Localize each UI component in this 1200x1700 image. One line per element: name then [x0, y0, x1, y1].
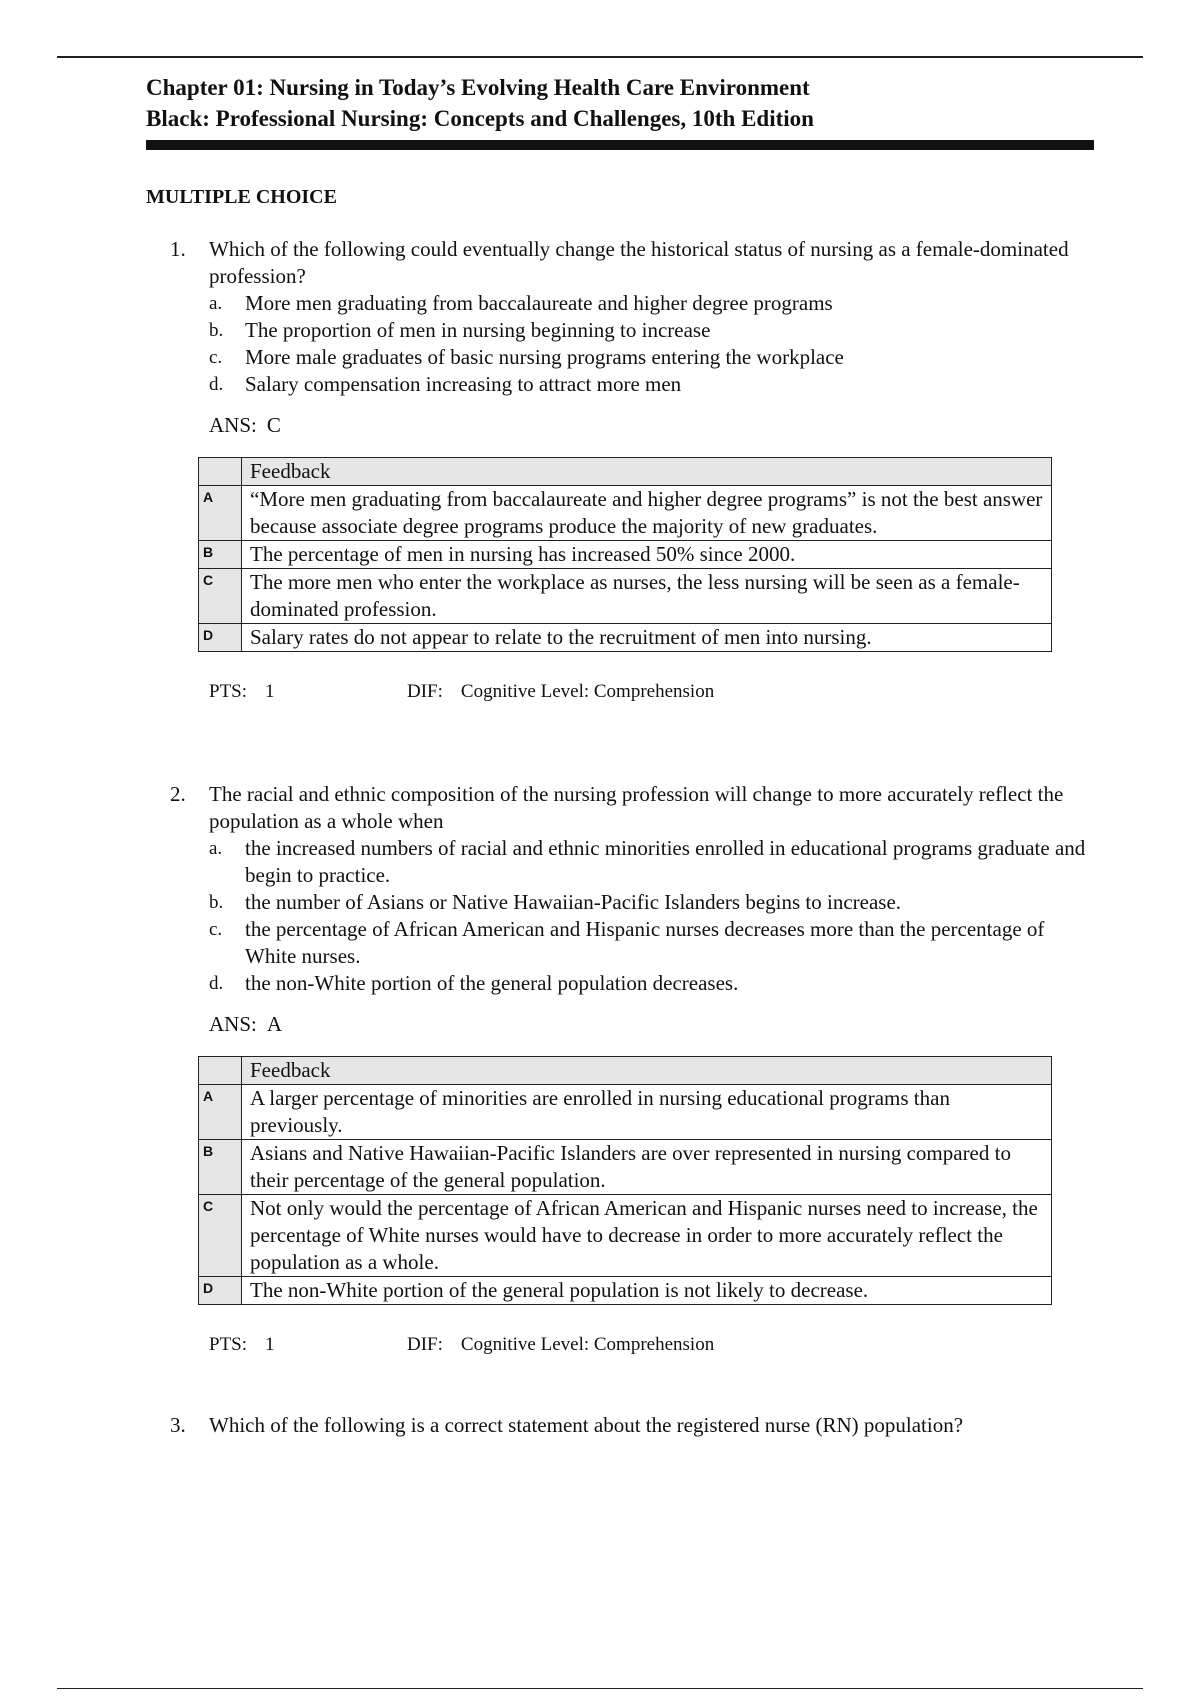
option-text: More male graduates of basic nursing programs entering the workplace [245, 345, 844, 369]
option-text: Salary compensation increasing to attract more men [245, 372, 682, 396]
feedback-row [199, 569, 1052, 624]
feedback-text: “More men graduating from baccalaureate and higher degree programs” is not the best answer because associate degree programs produce the majority of new graduates. [242, 486, 1052, 541]
option-d [209, 970, 1100, 997]
feedback-key: C [199, 1195, 242, 1277]
feedback-text: The percentage of men in nursing has increased 50% since 2000. [242, 541, 1052, 569]
section-title: MULTIPLE CHOICE [146, 186, 337, 208]
option-letter: c. [209, 919, 223, 940]
feedback-key-cell [199, 1057, 242, 1085]
feedback-row [199, 541, 1052, 569]
option-b [209, 317, 1100, 344]
option-text: the increased numbers of racial and ethnic minorities enrolled in educational programs graduate and begin to practice. [245, 836, 1086, 887]
feedback-key: D [199, 624, 242, 652]
points-value: 1 [265, 681, 275, 702]
option-text: the number of Asians or Native Hawaiian-Pacific Islanders begins to increase. [245, 890, 902, 914]
question-meta [209, 1331, 1100, 1358]
option-letter: a. [209, 293, 223, 314]
feedback-text: Not only would the percentage of African American and Hispanic nurses need to increase, the percentage of White nurses would have to decrease in order to more accurately reflect the population as a whole. [242, 1195, 1052, 1277]
question-3 [170, 1412, 1100, 1439]
question-stem: Which of the following is a correct statement about the registered nurse (RN) population? [209, 1413, 964, 1437]
answer-value: A [266, 1012, 283, 1036]
option-c [209, 344, 1100, 371]
feedback-key: A [199, 486, 242, 541]
feedback-text: Asians and Native Hawaiian-Pacific Islanders are over represented in nursing compared to their percentage of the general population. [242, 1140, 1052, 1195]
feedback-row [199, 1195, 1052, 1277]
option-letter: c. [209, 347, 223, 368]
question-meta [209, 678, 1100, 705]
feedback-header-row [199, 458, 1052, 486]
chapter-title: Chapter 01: Nursing in Today’s Evolving Health Care Environment [146, 75, 810, 100]
points-value: 1 [265, 1334, 275, 1355]
answer-label: ANS: [209, 1012, 257, 1036]
question-stem: The racial and ethnic composition of the nursing profession will change to more accurately reflect the population as a whole when [209, 782, 1064, 833]
difficulty-value: Cognitive Level: Comprehension [460, 681, 715, 702]
feedback-text: A larger percentage of minorities are enrolled in nursing educational programs than previously. [242, 1085, 1052, 1140]
points [209, 1331, 407, 1358]
feedback-row [199, 1085, 1052, 1140]
answer-line [209, 1011, 1100, 1038]
feedback-header: Feedback [242, 458, 1052, 486]
option-text: the non-White portion of the general population decreases. [245, 971, 739, 995]
feedback-table [198, 457, 1052, 652]
option-a [209, 290, 1100, 317]
feedback-key: B [199, 541, 242, 569]
option-letter: d. [209, 973, 224, 994]
points-label: PTS: [209, 681, 248, 702]
points-label: PTS: [209, 1334, 248, 1355]
feedback-header: Feedback [242, 1057, 1052, 1085]
feedback-row [199, 486, 1052, 541]
answer-value: C [266, 413, 281, 437]
question-stem: Which of the following could eventually change the historical status of nursing as a female-dominated profession? [209, 237, 1069, 288]
feedback-text: The non-White portion of the general population is not likely to decrease. [242, 1277, 1052, 1305]
difficulty [407, 1331, 714, 1358]
option-letter: d. [209, 374, 224, 395]
question-2 [170, 781, 1100, 1358]
feedback-key: C [199, 569, 242, 624]
feedback-key: B [199, 1140, 242, 1195]
feedback-key-cell [199, 458, 242, 486]
answer-label: ANS: [209, 413, 257, 437]
header-bar [146, 140, 1094, 150]
option-letter: b. [209, 320, 224, 341]
book-title: Black: Professional Nursing: Concepts and Challenges, 10th Edition [146, 106, 814, 131]
question-number: 3. [170, 1413, 186, 1437]
feedback-text: Salary rates do not appear to relate to the recruitment of men into nursing. [242, 624, 1052, 652]
top-rule [57, 56, 1143, 58]
option-text: the percentage of African American and Hispanic nurses decreases more than the percentage of White nurses. [245, 917, 1045, 968]
option-c [209, 916, 1100, 970]
option-letter: b. [209, 892, 224, 913]
answer-line [209, 412, 1100, 439]
question-number: 1. [170, 237, 186, 261]
points [209, 678, 407, 705]
question-number: 2. [170, 782, 186, 806]
option-text: The proportion of men in nursing beginning to increase [245, 318, 711, 342]
difficulty [407, 678, 714, 705]
feedback-header-row [199, 1057, 1052, 1085]
feedback-row [199, 624, 1052, 652]
question-1 [170, 236, 1100, 705]
option-a [209, 835, 1100, 889]
option-b [209, 889, 1100, 916]
feedback-row [199, 1140, 1052, 1195]
feedback-row [199, 1277, 1052, 1305]
document-header [146, 72, 1096, 150]
feedback-text: The more men who enter the workplace as nurses, the less nursing will be seen as a female-dominated profession. [242, 569, 1052, 624]
option-text: More men graduating from baccalaureate and higher degree programs [245, 291, 833, 315]
option-letter: a. [209, 838, 223, 859]
difficulty-value: Cognitive Level: Comprehension [460, 1334, 715, 1355]
feedback-key: A [199, 1085, 242, 1140]
bottom-rule [57, 1688, 1143, 1689]
option-d [209, 371, 1100, 398]
feedback-key: D [199, 1277, 242, 1305]
difficulty-label: DIF: [407, 681, 443, 702]
difficulty-label: DIF: [407, 1334, 443, 1355]
feedback-table [198, 1056, 1052, 1305]
